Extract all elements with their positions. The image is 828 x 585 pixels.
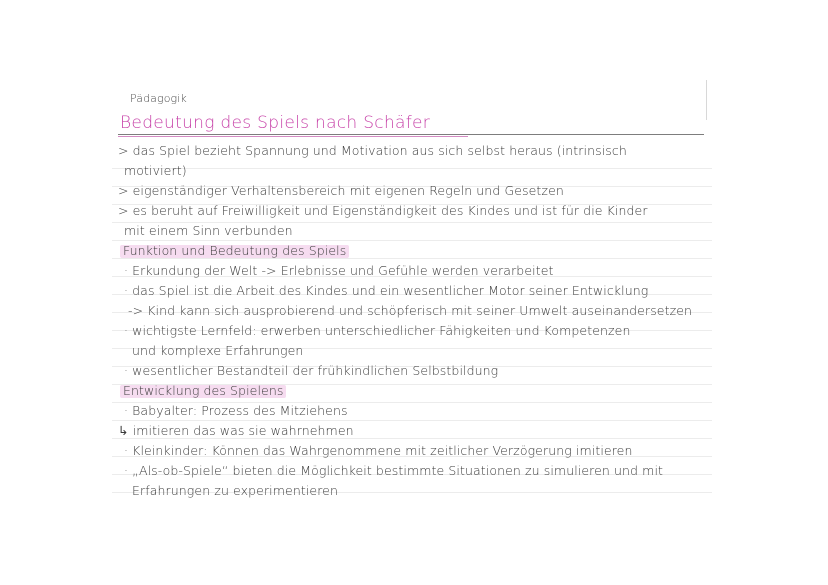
note-line: Erfahrungen zu experimentieren xyxy=(132,483,338,498)
note-line: > es beruht auf Freiwilligkeit und Eigenständigkeit des Kindes und ist für die Kinder xyxy=(118,203,648,218)
note-line: · Kleinkinder: Können das Wahrgenommene mit zeitlicher Verzögerung imitieren xyxy=(124,443,633,458)
note-line: · das Spiel ist die Arbeit des Kindes und ein wesentlicher Motor seiner Entwicklung xyxy=(124,283,649,298)
note-line: · Babyalter: Prozess des Mitziehens xyxy=(124,403,348,418)
subject-label: Pädagogik xyxy=(130,92,187,105)
ruled-line xyxy=(112,240,712,241)
title-underline xyxy=(118,134,704,135)
note-line: · „Als-ob-Spiele“ bieten die Möglichkeit bestimmte Situationen zu simulieren und mit xyxy=(124,463,664,478)
ruled-line xyxy=(112,258,712,259)
card-edge-mark xyxy=(706,80,707,120)
ruled-line xyxy=(112,438,712,439)
ruled-line xyxy=(112,420,712,421)
page-title: Bedeutung des Spiels nach Schäfer xyxy=(120,113,431,133)
note-line: mit einem Sinn verbunden xyxy=(124,223,293,238)
ruled-line xyxy=(112,168,712,169)
note-line: ↳ imitieren das was sie wahrnehmen xyxy=(118,423,354,438)
note-line: und komplexe Erfahrungen xyxy=(132,343,304,358)
note-line: · Erkundung der Welt -> Erlebnisse und Gefühle werden verarbeitet xyxy=(124,263,554,278)
note-line: · wichtigste Lernfeld: erwerben unterschiedlicher Fähigkeiten und Kompetenzen xyxy=(124,323,631,338)
title-underline-accent xyxy=(118,136,468,137)
note-line: > das Spiel bezieht Spannung und Motivation aus sich selbst heraus (intrinsisch xyxy=(118,143,627,158)
section-heading: Funktion und Bedeutung des Spiels xyxy=(120,245,349,258)
note-line: · wesentlicher Bestandteil der frühkindlichen Selbstbildung xyxy=(124,363,499,378)
section-heading: Entwicklung des Spielens xyxy=(120,385,286,398)
note-line: motiviert) xyxy=(124,163,187,178)
note-line: -> Kind kann sich ausprobierend und schöpferisch mit seiner Umwelt auseinandersetzen xyxy=(128,303,693,318)
note-line: > eigenständiger Verhaltensbereich mit eigenen Regeln und Gesetzen xyxy=(118,183,564,198)
